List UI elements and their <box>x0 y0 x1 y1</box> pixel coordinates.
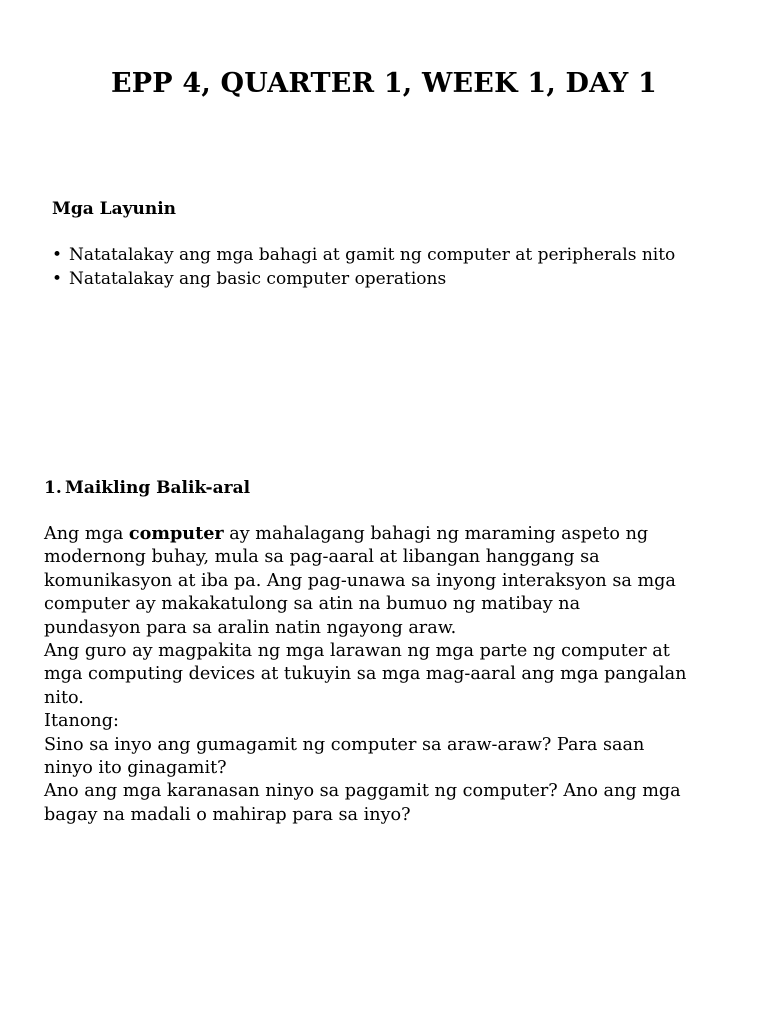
page-title: EPP 4, QUARTER 1, WEEK 1, DAY 1 <box>110 68 658 99</box>
objectives-heading: Mga Layunin <box>52 199 177 219</box>
section-body <box>44 522 744 827</box>
body-line: nito. <box>44 687 84 708</box>
body-text-segment: Ang mga <box>44 524 129 544</box>
section-title: Maikling Balik-aral <box>65 478 251 498</box>
objectives-list <box>52 244 675 291</box>
body-line: ninyo ito ginagamit? <box>44 758 227 779</box>
body-line: pundasyon para sa aralin natin ngayong araw. <box>44 617 457 638</box>
body-line: Sino sa inyo ang gumagamit ng computer sa araw-araw? Para saan <box>44 734 645 755</box>
objective-item <box>52 244 675 268</box>
body-text-segment: ay mahalagang bahagi ng maraming aspeto ng <box>223 524 649 544</box>
section-heading <box>44 478 250 498</box>
section-number: 1. <box>44 478 62 498</box>
objective-text: Natatalakay ang basic computer operations <box>69 268 447 289</box>
body-line: Ang guro ay magpakita ng mga larawan ng mga parte ng computer at <box>44 641 670 662</box>
body-line <box>44 522 744 546</box>
bold-term: computer <box>128 523 224 544</box>
body-line: bagay na madali o mahirap para sa inyo? <box>44 804 411 825</box>
body-line: modernong buhay, mula sa pag-aaral at libangan hanggang sa <box>44 547 600 568</box>
bullet-icon: • <box>52 268 63 289</box>
body-line: computer ay makakatulong sa atin na bumuo ng matibay na <box>44 594 581 615</box>
objective-text: Natatalakay ang mga bahagi at gamit ng computer at peripherals nito <box>69 245 676 265</box>
body-line: Ano ang mga karanasan ninyo sa paggamit ng computer? Ano ang mga <box>44 781 681 802</box>
body-line: komunikasyon at iba pa. Ang pag-unawa sa inyong interaksyon sa mga <box>44 570 676 591</box>
body-line: Itanong: <box>44 711 119 732</box>
bullet-icon: • <box>52 245 63 265</box>
body-line: mga computing devices at tukuyin sa mga mag-aaral ang mga pangalan <box>44 664 687 685</box>
objective-item <box>52 268 675 292</box>
